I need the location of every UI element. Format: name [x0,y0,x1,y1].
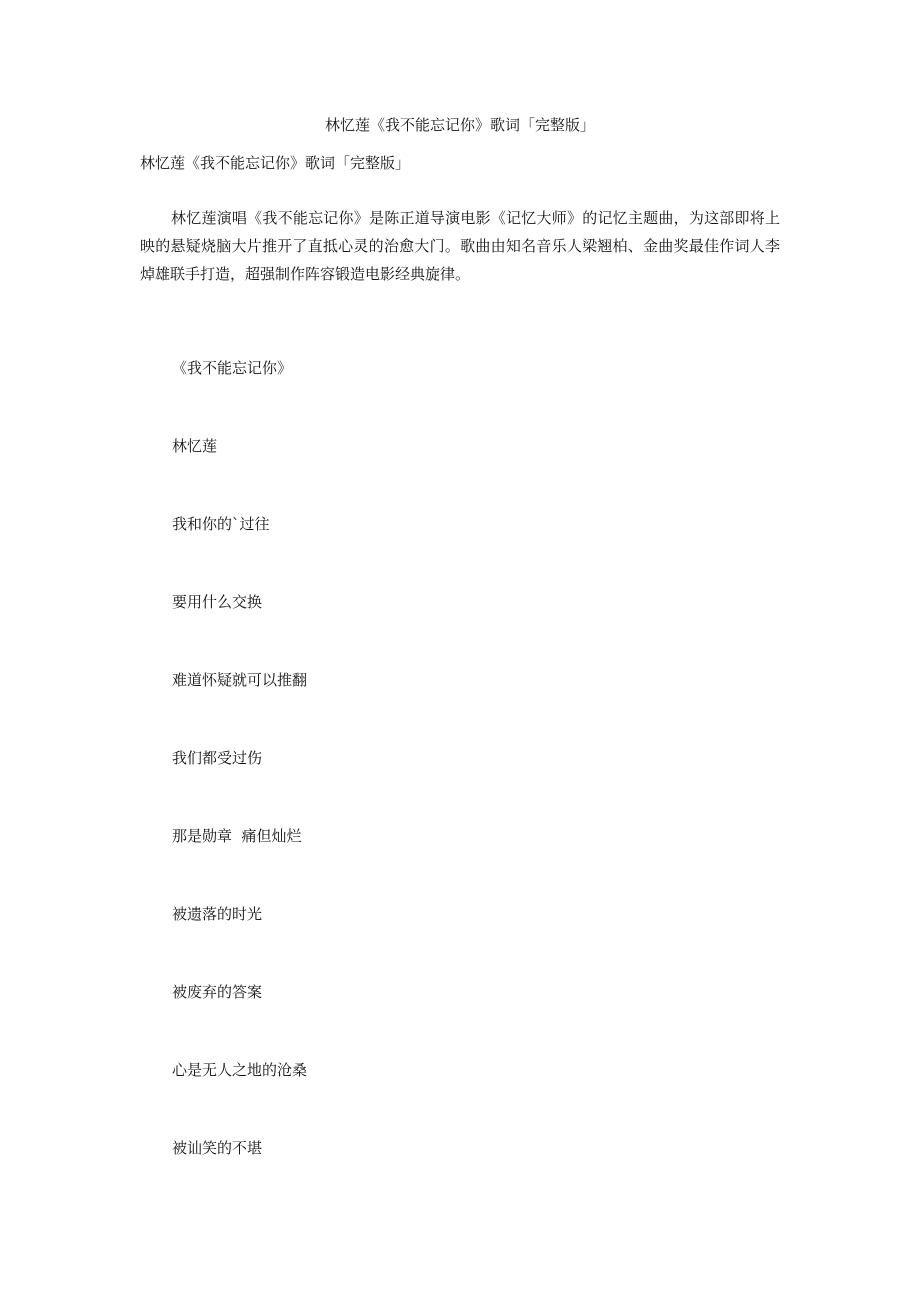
lyric-line-song-title: 《我不能忘记你》 [172,359,293,377]
lyric-line: 被讪笑的不堪 [172,1139,263,1157]
lyric-line-artist: 林忆莲 [172,437,218,455]
document-subtitle: 林忆莲《我不能忘记你》歌词「完整版」 [140,154,411,172]
lyric-line: 我和你的`过往 [172,515,270,533]
lyric-line: 我们都受过伤 [172,749,263,767]
lyric-line: 心是无人之地的沧桑 [172,1061,308,1079]
lyric-line: 被废弃的答案 [172,983,263,1001]
lyric-line: 难道怀疑就可以推翻 [172,671,308,689]
lyric-line: 被遗落的时光 [172,905,263,923]
lyric-line: 要用什么交换 [172,593,263,611]
lyric-line: 那是勋章 痛但灿烂 [172,827,302,845]
intro-paragraph: 林忆莲演唱《我不能忘记你》是陈正道导演电影《记忆大师》的记忆主题曲，为这部即将上映的悬疑烧脑大片推开了直抵心灵的治愈大门。歌曲由知名音乐人梁翘柏、金曲奖最佳作词人李焯雄联手打造，超强制作阵容锻造电影经典旋律。 [140,209,780,283]
document-title: 林忆莲《我不能忘记你》歌词「完整版」 [324,116,595,134]
lyrics-list [172,358,307,1216]
